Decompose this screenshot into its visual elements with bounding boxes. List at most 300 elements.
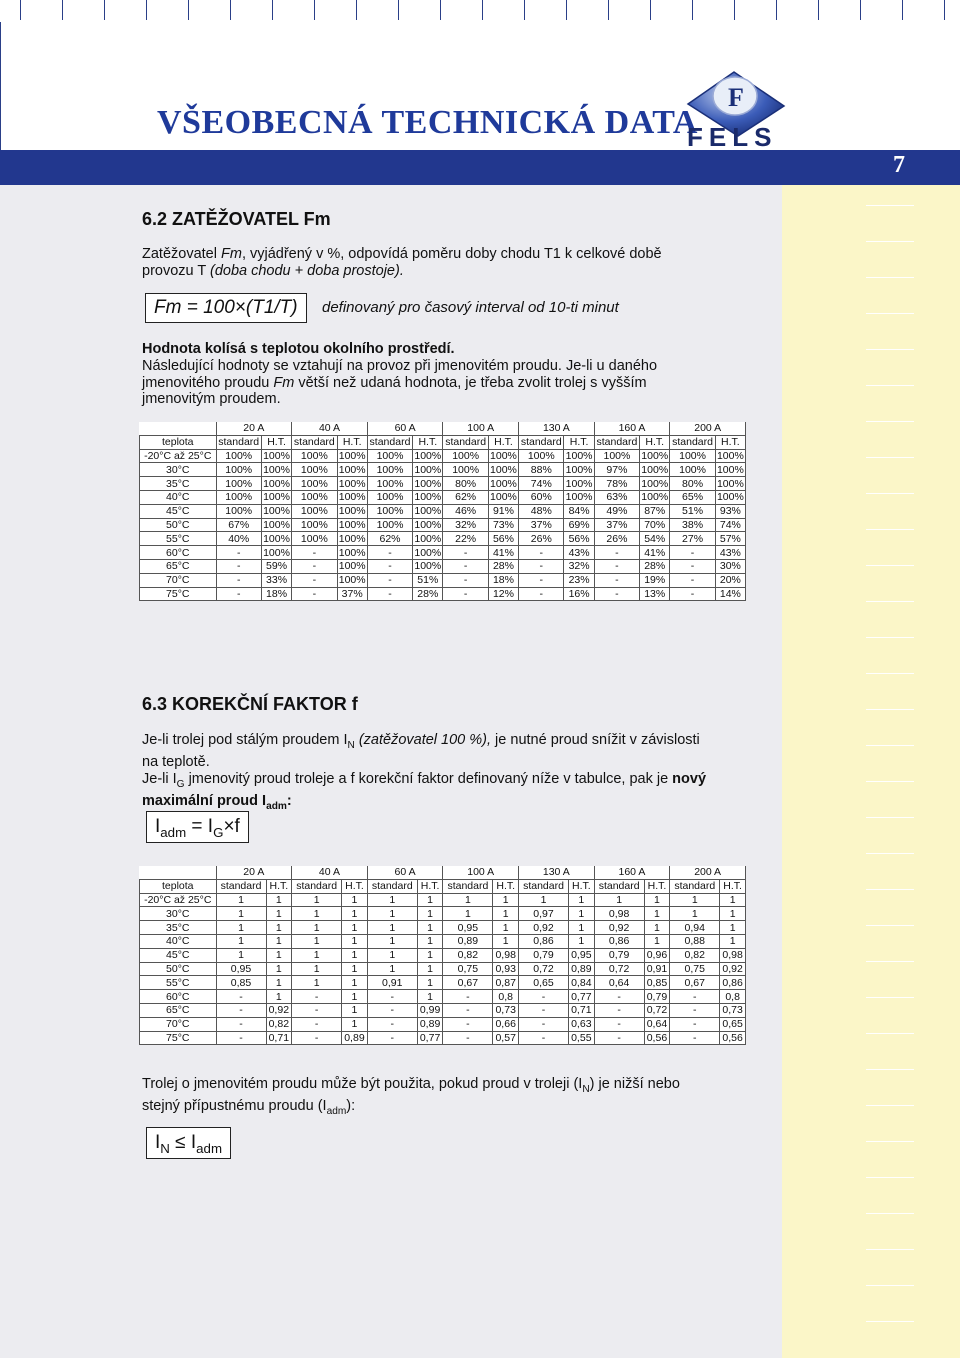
value-cell: -: [367, 587, 412, 601]
sub-header: standard: [594, 435, 639, 449]
value-cell: 1: [266, 990, 292, 1004]
value-cell: 0,91: [367, 976, 417, 990]
value-cell: 0,95: [216, 962, 266, 976]
value-cell: 0,57: [493, 1031, 519, 1045]
current-header: 60 A: [367, 422, 443, 435]
value-cell: 0,96: [644, 948, 670, 962]
value-cell: -: [292, 1003, 342, 1017]
value-cell: 0,98: [493, 948, 519, 962]
value-cell: 100%: [292, 490, 337, 504]
sub-header: standard: [519, 435, 564, 449]
table-row: [140, 490, 746, 504]
tick-mark: [146, 0, 147, 20]
side-strip-line: [866, 385, 914, 386]
value-cell: 1: [569, 921, 595, 935]
value-cell: 1: [720, 934, 746, 948]
value-cell: 37%: [519, 518, 564, 532]
value-cell: 100%: [414, 560, 442, 573]
side-strip-line: [866, 889, 914, 890]
value-cell: 100%: [338, 491, 366, 504]
value-cell: 100%: [338, 477, 366, 490]
value-cell: 1: [342, 934, 368, 948]
value-cell: 100%: [641, 491, 669, 504]
value-cell: -: [292, 587, 337, 601]
sub-header: standard: [292, 435, 337, 449]
value-cell: 1: [443, 907, 493, 921]
value-cell: 28%: [488, 559, 518, 573]
value-cell: -: [216, 1003, 266, 1017]
value-cell: 0,98: [720, 948, 746, 962]
value-cell: 1: [292, 948, 342, 962]
svg-text:F: F: [728, 83, 744, 112]
tick-mark: [188, 0, 189, 20]
value-cell: 18%: [261, 587, 291, 601]
value-cell: 1: [216, 948, 266, 962]
value-cell: 100%: [263, 449, 290, 462]
value-cell: -: [216, 573, 261, 587]
current-header: 200 A: [670, 866, 746, 879]
current-header: 60 A: [367, 866, 443, 879]
value-cell: 100%: [338, 574, 366, 587]
sub-header: standard: [670, 435, 715, 449]
value-cell: 1: [443, 893, 493, 907]
side-strip-line: [866, 313, 914, 314]
value-cell: 0,56: [720, 1031, 746, 1045]
value-cell: -: [367, 990, 417, 1004]
value-cell: 1: [216, 907, 266, 921]
value-cell: -: [292, 559, 337, 573]
value-cell: -: [292, 1017, 342, 1031]
side-strip-line: [866, 997, 914, 998]
tick-mark: [566, 0, 567, 20]
value-cell: 43%: [715, 546, 745, 560]
value-cell: 0,79: [519, 948, 569, 962]
value-cell: 32%: [443, 518, 488, 532]
value-cell: 100%: [263, 532, 290, 545]
value-cell: -: [216, 559, 261, 573]
value-cell: 0,92: [519, 921, 569, 935]
value-cell: -: [594, 990, 644, 1004]
value-cell: -: [292, 546, 337, 560]
header-title: VŠEOBECNÁ TECHNICKÁ DATA: [157, 104, 698, 141]
tick-mark: [776, 0, 777, 20]
side-strip-line: [866, 1033, 914, 1034]
value-cell: 62%: [367, 532, 412, 546]
temperature-cell: 35°C: [140, 921, 217, 935]
value-cell: 100%: [367, 477, 412, 491]
temperature-cell: 50°C: [140, 962, 217, 976]
value-cell: 1: [216, 921, 266, 935]
value-cell: -: [670, 587, 715, 601]
value-cell: 67%: [216, 518, 261, 532]
table-row: [140, 1003, 746, 1017]
value-cell: 1: [266, 893, 292, 907]
tick-mark: [860, 0, 861, 20]
value-cell: -: [216, 1017, 266, 1031]
current-header: 20 A: [216, 866, 292, 879]
value-cell: 51%: [413, 573, 443, 587]
sub-header: standard: [292, 879, 342, 893]
sub-header: standard: [367, 435, 412, 449]
value-cell: 22%: [443, 532, 488, 546]
value-cell: 1: [417, 893, 443, 907]
current-header: 20 A: [216, 422, 292, 435]
value-cell: 100%: [263, 477, 290, 490]
value-cell: 0,85: [644, 976, 670, 990]
value-cell: 74%: [715, 518, 745, 532]
value-cell: 100%: [216, 463, 261, 477]
temperature-cell: 75°C: [140, 587, 217, 601]
value-cell: 0,99: [417, 1003, 443, 1017]
value-cell: 0,55: [569, 1031, 595, 1045]
sub-header: standard: [216, 435, 261, 449]
temperature-cell: 30°C: [140, 907, 217, 921]
table-row: [140, 532, 746, 546]
current-header: 100 A: [443, 866, 519, 879]
value-cell: -: [519, 559, 564, 573]
value-cell: -: [443, 1003, 493, 1017]
sub-header: standard: [519, 879, 569, 893]
sub-header: H.T.: [261, 435, 291, 449]
tick-mark: [398, 0, 399, 20]
value-cell: 100%: [443, 449, 488, 463]
temperature-cell: 35°C: [140, 477, 217, 491]
value-cell: 100%: [414, 449, 442, 462]
value-cell: 100%: [338, 560, 366, 573]
value-cell: 78%: [594, 477, 639, 491]
value-cell: 0,79: [644, 990, 670, 1004]
side-strip-line: [866, 277, 914, 278]
value-cell: 100%: [338, 546, 366, 559]
formula-note: definovaný pro časový interval od 10-ti minut: [322, 299, 619, 316]
value-cell: 100%: [490, 449, 517, 462]
value-cell: -: [443, 546, 488, 560]
value-cell: 0,92: [266, 1003, 292, 1017]
value-cell: 100%: [292, 463, 337, 477]
current-header-row: [140, 866, 746, 879]
table-row: [140, 921, 746, 935]
current-header: 200 A: [670, 422, 746, 435]
value-cell: 0,82: [670, 948, 720, 962]
side-strip-line: [866, 961, 914, 962]
value-cell: -: [670, 1017, 720, 1031]
value-cell: -: [519, 573, 564, 587]
value-cell: 1: [569, 934, 595, 948]
value-cell: 0,67: [670, 976, 720, 990]
value-cell: -: [670, 559, 715, 573]
value-cell: -: [216, 1031, 266, 1045]
temperature-cell: 40°C: [140, 934, 217, 948]
side-strip-line: [866, 817, 914, 818]
side-strip-line: [866, 745, 914, 746]
table-row: [140, 1017, 746, 1031]
tick-mark: [608, 0, 609, 20]
sub-header: standard: [443, 879, 493, 893]
value-cell: 0,95: [569, 948, 595, 962]
value-cell: 0,71: [266, 1031, 292, 1045]
value-cell: 0,82: [266, 1017, 292, 1031]
side-strip-line: [866, 349, 914, 350]
value-cell: 0,8: [720, 990, 746, 1004]
value-cell: 26%: [519, 532, 564, 546]
value-cell: 0,72: [594, 962, 644, 976]
value-cell: 1: [342, 907, 368, 921]
table-row: [140, 449, 746, 463]
value-cell: 0,86: [720, 976, 746, 990]
value-cell: 32%: [564, 559, 594, 573]
sub-header-row: [140, 435, 746, 449]
side-strip-line: [866, 1249, 914, 1250]
value-cell: 0,66: [493, 1017, 519, 1031]
current-header: 40 A: [292, 866, 368, 879]
current-header: 130 A: [519, 866, 595, 879]
value-cell: 1: [367, 907, 417, 921]
value-cell: 69%: [564, 518, 594, 532]
value-cell: 100%: [716, 477, 744, 490]
temperature-cell: 60°C: [140, 990, 217, 1004]
value-cell: 0,77: [417, 1031, 443, 1045]
value-cell: -: [216, 990, 266, 1004]
sub-header: H.T.: [720, 879, 746, 893]
sub-header: H.T.: [715, 435, 745, 449]
value-cell: -: [594, 587, 639, 601]
sub-header: H.T.: [640, 435, 670, 449]
value-cell: 100%: [263, 518, 290, 531]
value-cell: 59%: [261, 559, 291, 573]
value-cell: 48%: [519, 504, 564, 518]
value-cell: 28%: [640, 559, 670, 573]
value-cell: 1: [342, 1003, 368, 1017]
value-cell: 60%: [519, 490, 564, 504]
value-cell: -: [519, 1003, 569, 1017]
value-cell: 100%: [414, 546, 442, 559]
value-cell: 0,94: [670, 921, 720, 935]
value-cell: 100%: [338, 505, 366, 518]
side-strip-line: [866, 529, 914, 530]
value-cell: -: [367, 1031, 417, 1045]
tick-mark: [650, 0, 651, 20]
value-cell: 100%: [443, 463, 488, 477]
value-cell: -: [216, 546, 261, 560]
value-cell: -: [367, 1003, 417, 1017]
temperature-cell: 70°C: [140, 1017, 217, 1031]
tick-mark: [524, 0, 525, 20]
value-cell: 0,82: [443, 948, 493, 962]
table-row: [140, 962, 746, 976]
value-cell: 100%: [716, 491, 744, 504]
value-cell: 0,75: [443, 962, 493, 976]
tick-mark: [230, 0, 231, 20]
sub-header: H.T.: [493, 879, 519, 893]
value-cell: 54%: [640, 532, 670, 546]
value-cell: 100%: [519, 449, 564, 463]
value-cell: -: [670, 573, 715, 587]
header-band: [0, 150, 960, 185]
value-cell: 0,77: [569, 990, 595, 1004]
tick-mark: [440, 0, 441, 20]
value-cell: 100%: [490, 463, 517, 476]
current-header: 40 A: [292, 422, 368, 435]
value-cell: 0,89: [417, 1017, 443, 1031]
value-cell: 1: [644, 893, 670, 907]
sub-header: H.T.: [488, 435, 518, 449]
tick-mark: [902, 0, 903, 20]
value-cell: 80%: [670, 477, 715, 491]
page-number: 7: [893, 152, 905, 178]
value-cell: 0,86: [594, 934, 644, 948]
side-strip-line: [866, 925, 914, 926]
value-cell: 0,84: [569, 976, 595, 990]
value-cell: 100%: [716, 463, 744, 476]
value-cell: 20%: [715, 573, 745, 587]
value-cell: -: [594, 1003, 644, 1017]
value-cell: 0,92: [594, 921, 644, 935]
value-cell: 1: [720, 907, 746, 921]
value-cell: 0,86: [519, 934, 569, 948]
value-cell: 84%: [564, 504, 594, 518]
value-cell: 28%: [413, 587, 443, 601]
table-row: [140, 463, 746, 477]
sub-header: H.T.: [564, 435, 594, 449]
table-row: [140, 518, 746, 532]
value-cell: 1: [342, 1017, 368, 1031]
value-cell: 100%: [565, 449, 593, 462]
value-cell: 100%: [594, 449, 639, 463]
sub-header: H.T.: [413, 435, 443, 449]
value-cell: 0,79: [594, 948, 644, 962]
value-cell: 0,91: [644, 962, 670, 976]
value-cell: -: [292, 990, 342, 1004]
value-cell: 1: [292, 907, 342, 921]
value-cell: 1: [493, 921, 519, 935]
value-cell: 30%: [715, 559, 745, 573]
value-cell: 0,8: [493, 990, 519, 1004]
table-row: [140, 907, 746, 921]
value-cell: 0,85: [216, 976, 266, 990]
value-cell: -: [443, 587, 488, 601]
value-cell: 37%: [337, 587, 367, 601]
side-strip-line: [866, 1105, 914, 1106]
logo-wordmark: FELS: [687, 122, 778, 152]
value-cell: 12%: [488, 587, 518, 601]
value-cell: -: [292, 1031, 342, 1045]
row-header-label: teplota: [140, 435, 217, 449]
row-header-label: teplota: [140, 879, 217, 893]
sub-header: H.T.: [337, 435, 367, 449]
current-header: 160 A: [594, 422, 670, 435]
value-cell: 51%: [670, 504, 715, 518]
temperature-cell: 70°C: [140, 573, 217, 587]
value-cell: 0,89: [443, 934, 493, 948]
value-cell: 0,71: [569, 1003, 595, 1017]
value-cell: -: [670, 1003, 720, 1017]
value-cell: 100%: [292, 532, 337, 546]
temperature-cell: 60°C: [140, 546, 217, 560]
value-cell: 100%: [367, 518, 412, 532]
value-cell: 27%: [670, 532, 715, 546]
value-cell: -: [216, 587, 261, 601]
temperature-cell: 40°C: [140, 490, 217, 504]
table-row: [140, 559, 746, 573]
table-row: [140, 976, 746, 990]
table-row: [140, 1031, 746, 1045]
value-cell: 100%: [414, 463, 442, 476]
value-cell: 0,88: [670, 934, 720, 948]
side-strip-line: [866, 241, 914, 242]
empty-corner-cell: [140, 866, 217, 879]
value-cell: 1: [644, 934, 670, 948]
value-cell: 100%: [414, 477, 442, 490]
value-cell: 100%: [414, 532, 442, 545]
side-strip-line: [866, 637, 914, 638]
value-cell: 100%: [414, 518, 442, 531]
value-cell: 1: [644, 921, 670, 935]
value-cell: 13%: [640, 587, 670, 601]
value-cell: 0,65: [519, 976, 569, 990]
temperature-cell: 55°C: [140, 976, 217, 990]
value-cell: 1: [367, 934, 417, 948]
rated-current-paragraph: Následující hodnoty se vztahují na provoz při jmenovitém proudu. Je-li u daného jmenovitého proudu Fm větší než udaná hodnota, je třeba zvolit trolej s vyšším jmenovitým proudem.: [142, 358, 658, 407]
side-strip-line: [866, 1141, 914, 1142]
value-cell: 1: [417, 962, 443, 976]
side-strip-line: [866, 565, 914, 566]
value-cell: 100%: [670, 463, 715, 477]
value-cell: 1: [569, 907, 595, 921]
value-cell: 26%: [594, 532, 639, 546]
value-cell: 100%: [641, 449, 669, 462]
admissible-current-formula: $I_{adm} = I_G\times f$: [146, 811, 249, 843]
value-cell: 91%: [488, 504, 518, 518]
value-cell: 38%: [670, 518, 715, 532]
value-cell: 1: [292, 921, 342, 935]
value-cell: 1: [493, 893, 519, 907]
value-cell: 1: [670, 893, 720, 907]
table-row: [140, 477, 746, 491]
value-cell: 1: [519, 893, 569, 907]
tick-mark: [104, 0, 105, 20]
value-cell: 56%: [488, 532, 518, 546]
value-cell: 1: [644, 907, 670, 921]
value-cell: 100%: [216, 477, 261, 491]
current-header-row: [140, 422, 746, 435]
intro-paragraph: Zatěžovatel Fm, vyjádřený v %, odpovídá poměru doby chodu T1 k celkové době provozu T (doba chodu + doba prostoje).: [142, 246, 662, 279]
value-cell: 1: [569, 893, 595, 907]
value-cell: -: [594, 1017, 644, 1031]
value-cell: -: [594, 559, 639, 573]
temperature-cell: 45°C: [140, 948, 217, 962]
value-cell: 100%: [641, 463, 669, 476]
value-cell: 1: [367, 893, 417, 907]
value-cell: 1: [367, 921, 417, 935]
current-header: 160 A: [594, 866, 670, 879]
value-cell: -: [367, 573, 412, 587]
current-header: 100 A: [443, 422, 519, 435]
value-cell: 1: [292, 976, 342, 990]
value-cell: 46%: [443, 504, 488, 518]
value-cell: 0,98: [594, 907, 644, 921]
value-cell: -: [519, 587, 564, 601]
value-cell: 1: [367, 948, 417, 962]
value-cell: 70%: [640, 518, 670, 532]
value-cell: 100%: [414, 505, 442, 518]
duty-cycle-formula: Fm = 100×(T1/T): [145, 293, 307, 323]
side-strip-line: [866, 601, 914, 602]
value-cell: 43%: [564, 546, 594, 560]
value-cell: 16%: [564, 587, 594, 601]
temperature-cell: 45°C: [140, 504, 217, 518]
value-cell: 37%: [594, 518, 639, 532]
value-cell: 0,73: [720, 1003, 746, 1017]
